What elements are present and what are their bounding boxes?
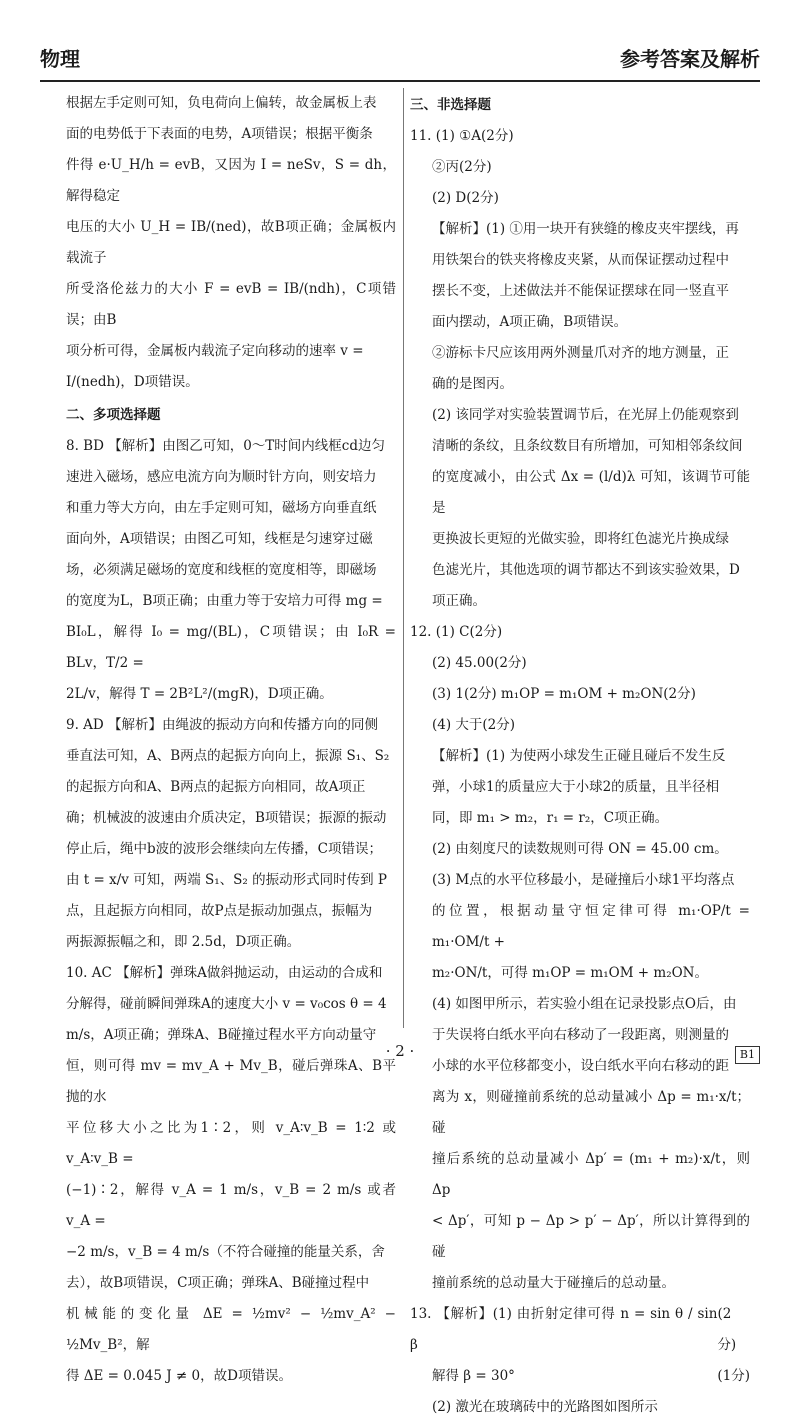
right-line: (2) 45.00(2分) — [432, 655, 527, 671]
right-line: 【解析】(1) ①用一块开有狭缝的橡皮夹牢摆线，再 — [432, 221, 739, 237]
header-title: 参考答案及解析 — [620, 47, 760, 71]
left-line: 由 t = x/v 可知，两端 S₁、S₂ 的振动形式同时传到 P — [66, 872, 387, 888]
left-line: 分解得，碰前瞬间弹珠A的速度大小 v = v₀cos θ = 4 — [66, 996, 387, 1012]
right-line: (2) 由刻度尺的读数规则可得 ON = 45.00 cm。 — [432, 841, 728, 857]
left-line: 得 ΔE = 0.045 J ≠ 0，故D项错误。 — [66, 1368, 292, 1384]
right-line: 11. (1) ①A(2分) — [410, 128, 514, 144]
left-line: 停止后，绳中b波的波形会继续向左传播，C项错误； — [66, 841, 382, 857]
left-line: 10. AC 【解析】弹珠A做斜抛运动，由运动的合成和 — [66, 965, 383, 981]
left-line: 场，必须满足磁场的宽度和线框的宽度相等，即磁场 — [66, 562, 377, 578]
left-line: 面向外，A项错误；由图乙可知，线框是匀速穿过磁 — [66, 531, 373, 547]
right-line: ②丙(2分) — [432, 159, 492, 175]
left-line: 面的电势低于下表面的电势，A项错误；根据平衡条 — [66, 126, 373, 142]
left-line: 的起振方向和A、B两点的起振方向相同，故A项正 — [66, 779, 366, 795]
right-line: (3) M点的水平位移最小，是碰撞后小球1平均落点 — [432, 872, 735, 888]
q13-score-2: (1分) — [717, 1368, 750, 1384]
left-line: 去），故B项错误，C项正确；弹珠A、B碰撞过程中 — [66, 1275, 370, 1291]
right-line: 的位置，根据动量守恒定律可得 m₁·OP/t = m₁·OM/t + — [432, 903, 750, 950]
left-line: 垂直法可知，A、B两点的起振方向向上，振源 S₁、S₂ — [66, 748, 390, 764]
right-line: 清晰的条纹，且条纹数目有所增加，可知相邻条纹间 — [432, 438, 743, 454]
right-line: ②游标卡尺应该用两外测量爪对齐的地方测量，正 — [432, 345, 729, 361]
left-line: 和重力等大方向，由左手定则可知，磁场方向垂直纸 — [66, 500, 377, 516]
right-line: 确的是图丙。 — [432, 376, 513, 392]
right-line: (4) 如图甲所示，若实验小组在记录投影点O后，由 — [432, 996, 737, 1012]
right-line: (2) D(2分) — [432, 190, 499, 206]
right-line: 撞前系统的总动量大于碰撞后的总动量。 — [432, 1275, 675, 1291]
right-line: 色滤光片，其他选项的调节都达不到该实验效果，D — [432, 562, 740, 578]
q13-score-1: (2分) — [717, 1306, 737, 1353]
left-line: 件得 e·U_H/h = evB，又因为 I = neSv，S = dh，解得稳定 — [66, 157, 396, 204]
left-line: 恒，则可得 mv = mv_A + Mv_B，碰后弹珠A、B平抛的水 — [66, 1058, 396, 1105]
right-line: (2) 该同学对实验装置调节后，在光屏上仍能观察到 — [432, 407, 739, 423]
right-line: 三、非选择题 — [410, 97, 491, 113]
left-line: 速进入磁场，感应电流方向为顺时针方向，则安培力 — [66, 469, 377, 485]
question-13 — [410, 1299, 750, 1423]
right-line: 项正确。 — [432, 593, 486, 609]
right-line: 面内摆动，A项正确，B项错误。 — [432, 314, 628, 330]
right-line: 弹，小球1的质量应大于小球2的质量，且半径相 — [432, 779, 720, 795]
left-line: 8. BD 【解析】由图乙可知，0～T时间内线框cd边匀 — [66, 438, 386, 454]
left-line: 二、多项选择题 — [66, 407, 161, 423]
right-line: 小球的水平位移都变小，设白纸水平向右移动的距 — [432, 1058, 729, 1074]
right-line: m₂·ON/t，可得 m₁OP = m₁OM + m₂ON。 — [432, 965, 708, 981]
left-line: −2 m/s，v_B = 4 m/s（不符合碰撞的能量关系，舍 — [66, 1244, 385, 1260]
right-line: (4) 大于(2分) — [432, 717, 516, 733]
left-line: 确；机械波的波速由介质决定，B项错误；振源的振动 — [66, 810, 387, 826]
left-line: 点，且起振方向相同，故P点是振动加强点，振幅为 — [66, 903, 373, 919]
q13-line-2: 解得 β = 30° — [432, 1368, 515, 1384]
left-line: 机械能的变化量 ΔE = ½mv² − ½mv_A² − ½Mv_B²，解 — [66, 1306, 396, 1353]
right-line: 的宽度减小，由公式 Δx = (l/d)λ 可知，该调节可能是 — [432, 469, 750, 516]
right-line: 同，即 m₁ > m₂，r₁ = r₂，C项正确。 — [432, 810, 669, 826]
right-line: 【解析】(1) 为使两小球发生正碰且碰后不发生反 — [432, 748, 726, 764]
left-line: BI₀L，解得 I₀ = mg/(BL)，C项错误；由 I₀R = BLv，T/2 = — [66, 624, 396, 671]
left-line: 所受洛伦兹力的大小 F = evB = IB/(ndh)，C项错误；由B — [66, 281, 396, 328]
q13-line-1: 13. 【解析】(1) 由折射定律可得 n = sin θ / sin β — [410, 1306, 718, 1353]
left-line: 电压的大小 U_H = IB/(ned)，故B项正确；金属板内载流子 — [66, 219, 396, 266]
right-line: 更换波长更短的光做实验，即将红色滤光片换成绿 — [432, 531, 729, 547]
left-line: (−1)∶2，解得 v_A = 1 m/s，v_B = 2 m/s 或者 v_A = — [66, 1182, 396, 1229]
left-column — [66, 88, 396, 1392]
left-line: 根据左手定则可知，负电荷向上偏转，故金属板上表 — [66, 95, 377, 111]
right-line: 撞后系统的总动量减小 Δp′ = (m₁ + m₂)·x/t，则 Δp — [432, 1151, 750, 1198]
column-divider — [403, 88, 404, 1028]
right-column — [410, 88, 750, 1423]
q13-line-3: (2) 激光在玻璃砖中的光路图如图所示 — [432, 1399, 658, 1415]
left-line: 9. AD 【解析】由绳波的振动方向和传播方向的同侧 — [66, 717, 379, 733]
left-line: 平位移大小之比为1∶2，则 v_A∶v_B = 1∶2 或 v_A∶v_B = — [66, 1120, 396, 1167]
right-line: 于失误将白纸水平向右移动了一段距离，则测量的 — [432, 1027, 729, 1043]
left-line: 两振源振幅之和，即 2.5d，D项正确。 — [66, 934, 301, 950]
version-code: B1 — [735, 1046, 760, 1064]
page-header — [40, 22, 760, 82]
right-line: 摆长不变，上述做法并不能保证摆球在同一竖直平 — [432, 283, 729, 299]
subject-label: 物理 — [40, 47, 80, 71]
left-line: 的宽度为L，B项正确；由重力等于安培力可得 mg = — [66, 593, 383, 609]
right-line: 12. (1) C(2分) — [410, 624, 503, 640]
left-line: 2L/v，解得 T = 2B²L²/(mgR)，D项正确。 — [66, 686, 333, 702]
right-line: 用铁架台的铁夹将橡皮夹紧，从而保证摆动过程中 — [432, 252, 729, 268]
left-line: m/s，A项正确；弹珠A、B碰撞过程水平方向动量守 — [66, 1027, 377, 1043]
left-line: 项分析可得，金属板内载流子定向移动的速率 v = — [66, 343, 364, 359]
right-line: < Δp′，可知 p − Δp > p′ − Δp′，所以计算得到的碰 — [432, 1213, 750, 1260]
right-line: 离为 x，则碰撞前系统的总动量减小 Δp = m₁·x/t；碰 — [432, 1089, 750, 1136]
left-line: I/(nedh)，D项错误。 — [66, 374, 199, 390]
right-line: (3) 1(2分) m₁OP = m₁OM + m₂ON(2分) — [432, 686, 696, 702]
page-number: · 2 · — [385, 1042, 415, 1060]
